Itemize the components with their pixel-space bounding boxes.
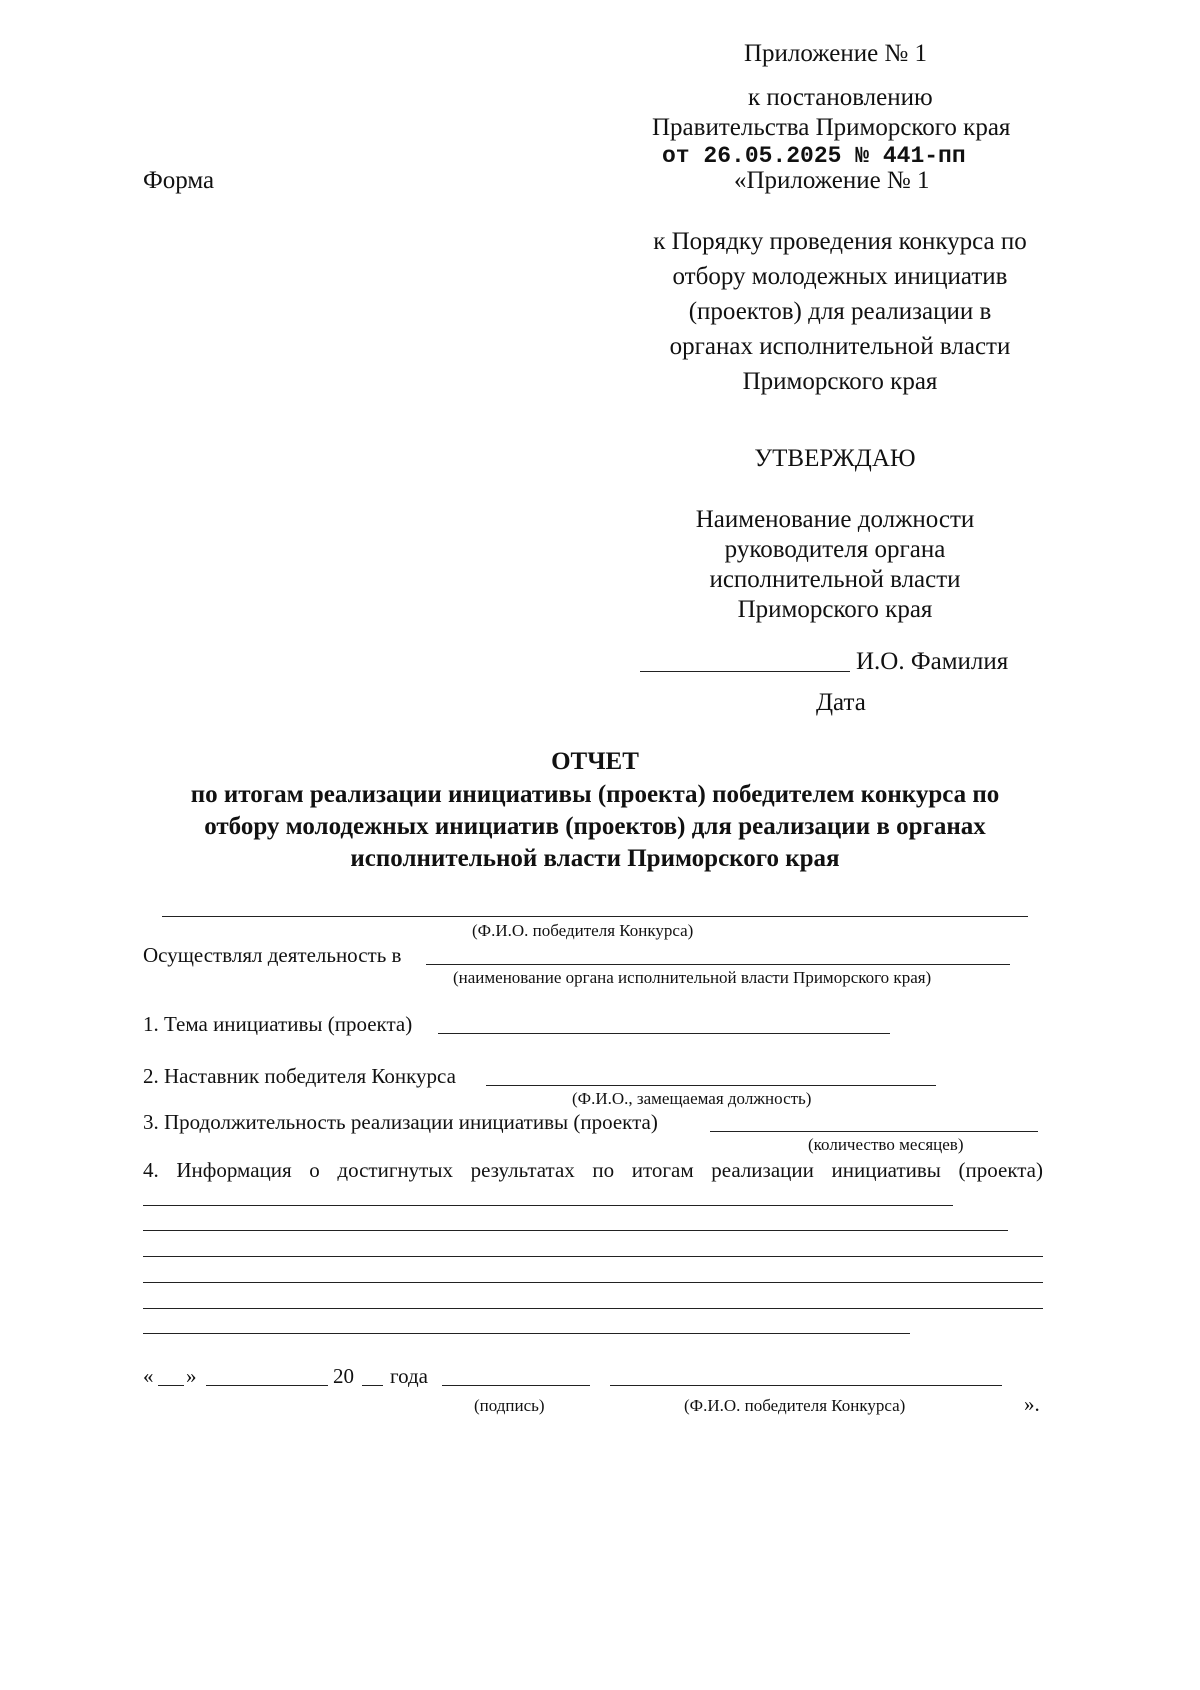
date-quote-open: «	[143, 1364, 154, 1388]
winner-name-hint: (Ф.И.О. победителя Конкурса)	[472, 921, 694, 940]
day-field-line	[158, 1385, 184, 1386]
approve-heading: УТВЕРЖДАЮ	[754, 445, 916, 472]
report-subtitle-line: исполнительной власти Приморского края	[350, 845, 840, 872]
item-duration-field-line	[710, 1131, 1038, 1132]
approval-signature-line	[640, 671, 850, 672]
year-field-line	[362, 1385, 383, 1386]
procedure-line: (проектов) для реализации в	[688, 298, 992, 325]
results-line	[143, 1333, 910, 1334]
signature-name: И.О. Фамилия	[856, 648, 1009, 675]
winner-name-line	[162, 916, 1028, 917]
results-line	[143, 1205, 953, 1206]
appendix-quoted-label: «Приложение № 1	[734, 167, 930, 194]
appendix-label: Приложение № 1	[744, 40, 928, 67]
results-line	[143, 1230, 1008, 1231]
activity-label: Осуществлял деятельность в	[143, 943, 402, 967]
position-line: исполнительной власти	[709, 566, 961, 593]
activity-hint: (наименование органа исполнительной власти Приморского края)	[453, 968, 932, 987]
report-subtitle-line: по итогам реализации инициативы (проекта) победителем конкурса по	[190, 781, 1000, 808]
results-line	[143, 1282, 1043, 1283]
year-suffix: года	[390, 1364, 428, 1388]
month-field-line	[206, 1385, 328, 1386]
year-prefix: 20	[333, 1364, 354, 1388]
signature-hint: (подпись)	[474, 1396, 545, 1415]
approval-date: Дата	[816, 689, 866, 716]
procedure-line: отбору молодежных инициатив	[672, 263, 1008, 290]
signature-field-line	[442, 1385, 590, 1386]
government-label: Правительства Приморского края	[652, 114, 1011, 141]
date-number-stamp: от 26.05.2025 № 441-пп	[662, 143, 966, 169]
item-mentor-field-line	[486, 1085, 936, 1086]
date-quote-close: »	[186, 1364, 197, 1388]
position-line: Приморского края	[737, 596, 933, 623]
item-results-label: 4. Информация о достигнутых результатах по итогам реализации инициативы (проекта)	[143, 1158, 1043, 1182]
position-line: руководителя органа	[724, 536, 946, 563]
winner-name-field-line	[610, 1385, 1002, 1386]
item-duration-hint: (количество месяцев)	[808, 1135, 964, 1154]
procedure-line: Приморского края	[742, 368, 938, 395]
item-duration-label: 3. Продолжительность реализации инициативы (проекта)	[143, 1110, 658, 1134]
item-topic-label: 1. Тема инициативы (проекта)	[143, 1012, 413, 1036]
activity-field-line	[426, 964, 1010, 965]
closing-quote-mark: ».	[1024, 1392, 1040, 1416]
item-mentor-label: 2. Наставник победителя Конкурса	[143, 1064, 456, 1088]
report-title: ОТЧЕТ	[551, 748, 639, 775]
form-label: Форма	[143, 167, 215, 194]
report-subtitle-line: отбору молодежных инициатив (проектов) для реализации в органах	[204, 813, 986, 840]
results-line	[143, 1308, 1043, 1309]
item-topic-field-line	[438, 1033, 890, 1034]
item-mentor-hint: (Ф.И.О., замещаемая должность)	[572, 1089, 812, 1108]
to-decree-label: к постановлению	[748, 84, 933, 111]
procedure-line: органах исполнительной власти	[669, 333, 1011, 360]
procedure-line: к Порядку проведения конкурса по	[653, 228, 1027, 255]
position-line: Наименование должности	[695, 506, 975, 533]
results-line	[143, 1256, 1043, 1257]
winner-name-footer-hint: (Ф.И.О. победителя Конкурса)	[684, 1396, 906, 1415]
